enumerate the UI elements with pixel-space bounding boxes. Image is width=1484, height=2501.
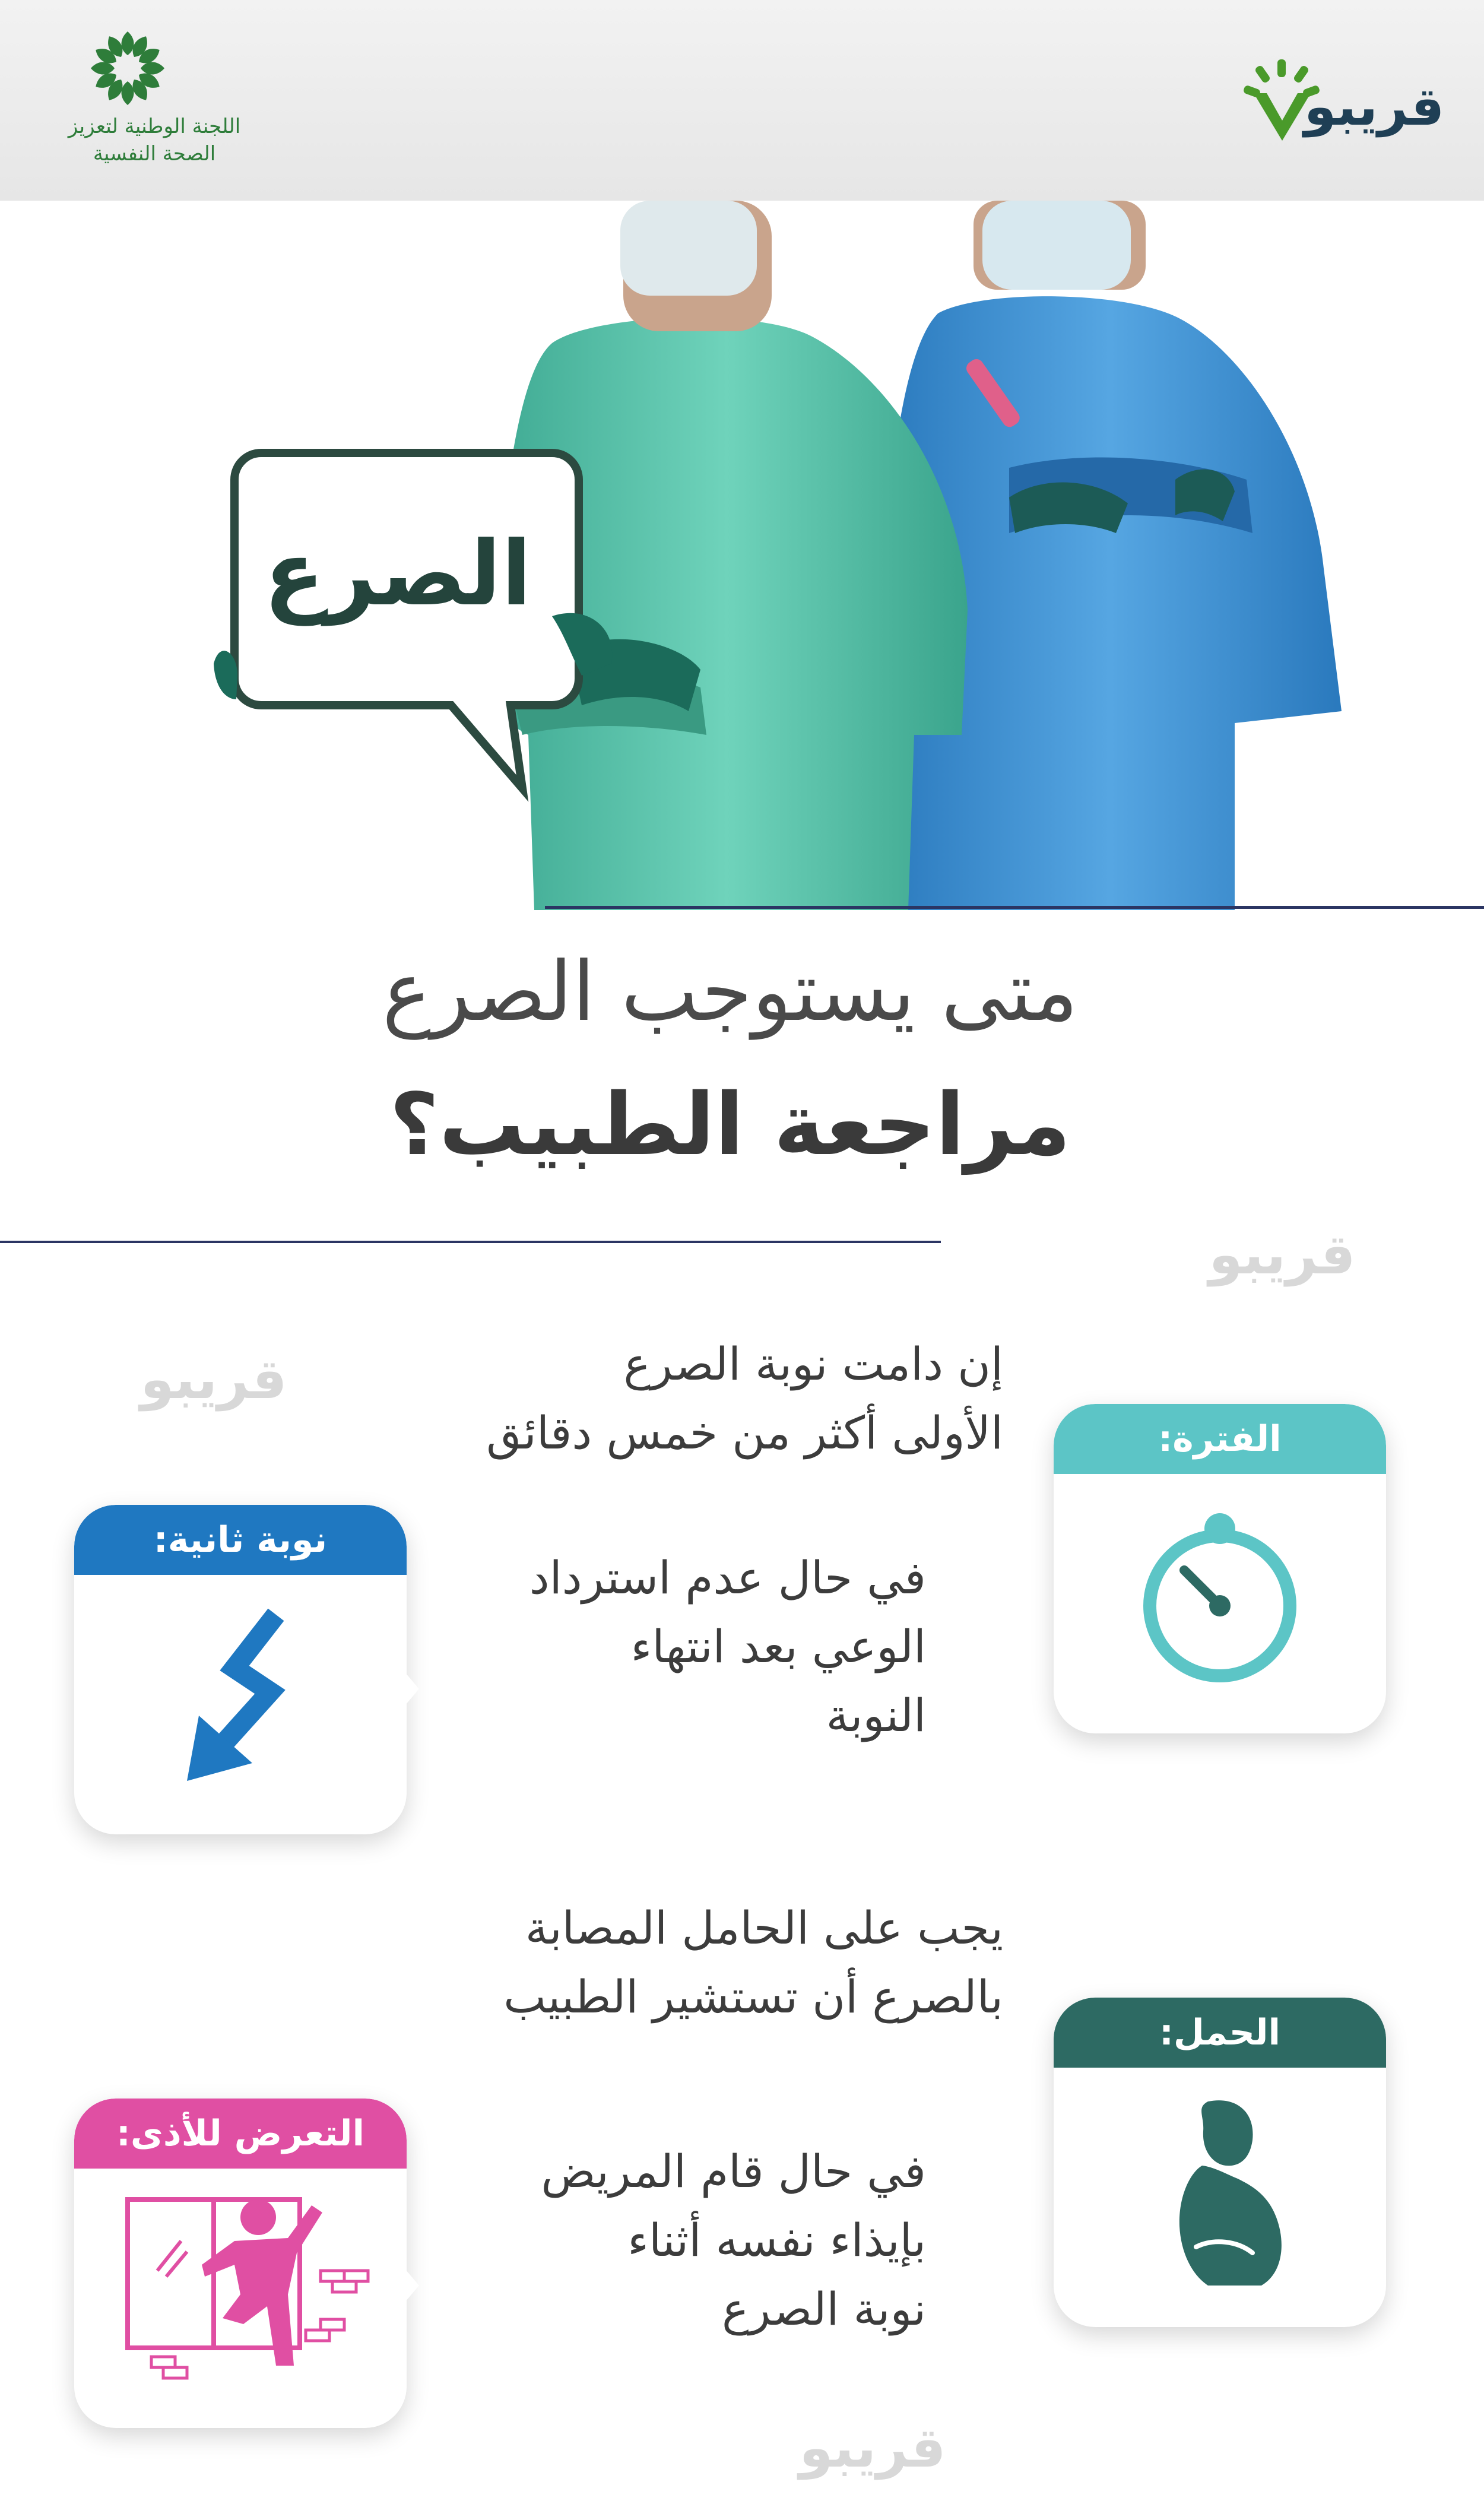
section2-text bbox=[427, 1543, 926, 1750]
section1-text bbox=[380, 1330, 1003, 1467]
watermark-3: قريبو bbox=[799, 2416, 946, 2480]
divider-line bbox=[0, 1241, 941, 1243]
section4-text bbox=[427, 2137, 926, 2344]
stopwatch-icon bbox=[1140, 1508, 1300, 1686]
committee-name-line1: اللجنة الوطنية لتعزيز bbox=[68, 115, 241, 138]
pregnancy-card-heading: الحمل: bbox=[1054, 1998, 1386, 2068]
person-through-window-icon bbox=[116, 2188, 377, 2383]
section4-line3: نوبة الصرع bbox=[722, 2283, 926, 2335]
second-seizure-pointer bbox=[399, 1665, 423, 1713]
pregnancy-card bbox=[1054, 1998, 1386, 2327]
hero-photo bbox=[0, 201, 1484, 910]
brand-name: قريبو bbox=[1304, 76, 1445, 137]
section2-line1: في حال عدم استرداد bbox=[529, 1551, 926, 1604]
self-harm-card bbox=[74, 2099, 407, 2428]
section1-line1: إن دامت نوبة الصرع bbox=[623, 1337, 1003, 1390]
title-line1: متى يستوجب الصرع bbox=[382, 944, 1079, 1039]
committee-name-line2: الصحة النفسية bbox=[93, 142, 216, 166]
section3-line1: يجب على الحامل المصابة bbox=[525, 1901, 1003, 1954]
self-harm-pointer bbox=[399, 2262, 423, 2309]
section4-line2: بإيذاء نفسه أثناء bbox=[627, 2214, 926, 2267]
bubble-title: الصرع bbox=[264, 522, 532, 626]
section1-line2: الأولى أكثر من خمس دقائق bbox=[486, 1406, 1003, 1459]
section2-line2: الوعي بعد انتهاء bbox=[630, 1620, 926, 1673]
self-harm-card-heading: التعرض للأذى: bbox=[74, 2099, 407, 2169]
section2-line3: النوبة bbox=[826, 1689, 926, 1742]
duration-card bbox=[1054, 1404, 1386, 1733]
zigzag-arrow-icon bbox=[181, 1603, 300, 1793]
watermark-1: قريبو bbox=[1209, 1223, 1356, 1286]
second-seizure-card bbox=[74, 1505, 407, 1834]
committee-logo-icon bbox=[83, 24, 172, 113]
duration-card-heading: الفترة: bbox=[1054, 1404, 1386, 1474]
title-line2: مراجعة الطبيب؟ bbox=[389, 1074, 1071, 1174]
section4-line1: في حال قام المريض bbox=[541, 2145, 926, 2198]
second-seizure-card-heading: نوبة ثانية: bbox=[74, 1505, 407, 1575]
watermark-2: قريبو bbox=[140, 1348, 287, 1411]
section3-line2: بالصرع أن تستشير الطبيب bbox=[503, 1970, 1003, 2023]
committee-name bbox=[24, 113, 285, 167]
section3-text bbox=[380, 1894, 1003, 2031]
pregnant-woman-icon bbox=[1155, 2096, 1291, 2291]
